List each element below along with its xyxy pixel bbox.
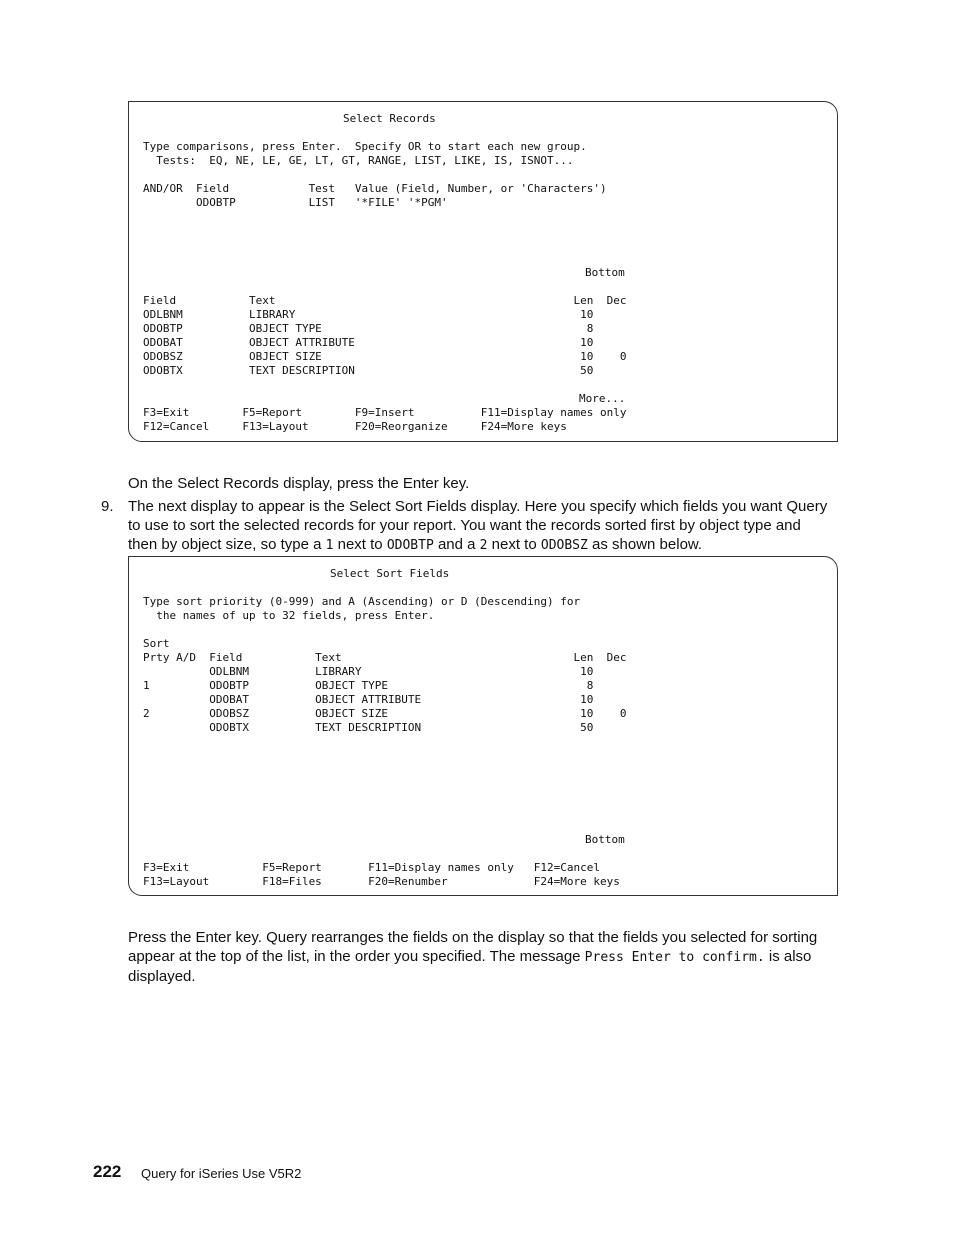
closing-paragraph bbox=[128, 928, 828, 986]
bottom-indicator: Bottom bbox=[585, 833, 625, 846]
field-row: ODLBNM LIBRARY 10 bbox=[143, 308, 594, 321]
code-value: 2 bbox=[479, 538, 488, 553]
select-sort-fields-screen bbox=[128, 556, 838, 896]
field-row: ODOBTX TEXT DESCRIPTION 50 bbox=[143, 364, 594, 377]
field-row: ODOBSZ OBJECT SIZE 10 0 bbox=[143, 350, 627, 363]
code-field: ODOBSZ bbox=[540, 538, 588, 553]
step-text: next to bbox=[333, 536, 387, 553]
sort-row[interactable]: 1 ODOBTP OBJECT TYPE 8 bbox=[143, 679, 594, 692]
code-value: 1 bbox=[325, 538, 334, 553]
screen-title: Select Records bbox=[343, 112, 436, 125]
screen-title: Select Sort Fields bbox=[330, 567, 450, 580]
step-number: 9. bbox=[101, 498, 114, 515]
instruction-line: Type comparisons, press Enter. Specify OR to start each new group. bbox=[143, 140, 587, 153]
fields-header: Field Text Len Dec bbox=[143, 294, 627, 307]
sort-row[interactable]: 2 ODOBSZ OBJECT SIZE 10 0 bbox=[143, 707, 627, 720]
andor-header: AND/OR Field Test Value (Field, Number, or 'Characters') bbox=[143, 182, 607, 195]
sort-row[interactable]: ODOBAT OBJECT ATTRIBUTE 10 bbox=[143, 693, 594, 706]
field-row: ODOBAT OBJECT ATTRIBUTE 10 bbox=[143, 336, 594, 349]
instruction-line: the names of up to 32 fields, press Enter. bbox=[143, 609, 435, 622]
sort-row[interactable]: ODOBTX TEXT DESCRIPTION 50 bbox=[143, 721, 594, 734]
instruction-paragraph: On the Select Records display, press the Enter key. bbox=[128, 475, 470, 492]
tests-line: Tests: EQ, NE, LE, GE, LT, GT, RANGE, LIST, LIKE, IS, ISNOT... bbox=[143, 154, 574, 167]
more-indicator: More... bbox=[579, 392, 626, 405]
function-keys-line: F13=Layout F18=Files F20=Renumber F24=More keys bbox=[143, 875, 620, 888]
field-row: ODOBTP OBJECT TYPE 8 bbox=[143, 322, 594, 335]
function-keys-line: F12=Cancel F13=Layout F20=Reorganize F24=More keys bbox=[143, 420, 567, 433]
para-text: is also displayed. bbox=[128, 948, 812, 985]
step-text: next to bbox=[487, 536, 541, 553]
bottom-indicator: Bottom bbox=[585, 266, 625, 279]
sort-row[interactable]: ODLBNM LIBRARY 10 bbox=[143, 665, 594, 678]
select-records-screen bbox=[128, 101, 838, 442]
step-text: as shown below. bbox=[587, 536, 703, 553]
sort-header: Prty A/D Field Text Len Dec bbox=[143, 651, 627, 664]
code-field: ODOBTP bbox=[386, 538, 434, 553]
sort-label: Sort bbox=[143, 637, 170, 650]
function-keys-line: F3=Exit F5=Report F9=Insert F11=Display names only bbox=[143, 406, 627, 419]
function-keys-line: F3=Exit F5=Report F11=Display names only F12=Cancel bbox=[143, 861, 600, 874]
book-title: Query for iSeries Use V5R2 bbox=[141, 1166, 302, 1181]
instruction-line: Type sort priority (0-999) and A (Ascending) or D (Descending) for bbox=[143, 595, 581, 608]
para-text: Press the Enter key. Query rearranges the fields on the display so that the fields you selected for sorting appear at the top of the list, in the order you specified. The message bbox=[128, 929, 818, 965]
step-text: The next display to appear is the Select Sort Fields display. Here you specify which fields you want Query to use to sort the selected records for your report. You want the records sorted first by object type and then by object size, so type a bbox=[128, 498, 828, 553]
page-number: 222 bbox=[93, 1162, 122, 1181]
code-message: Press Enter to confirm. bbox=[584, 950, 765, 965]
step-9-paragraph bbox=[128, 497, 828, 555]
andor-row[interactable]: ODOBTP LIST '*FILE' '*PGM' bbox=[143, 196, 448, 209]
step-text: and a bbox=[433, 536, 480, 553]
